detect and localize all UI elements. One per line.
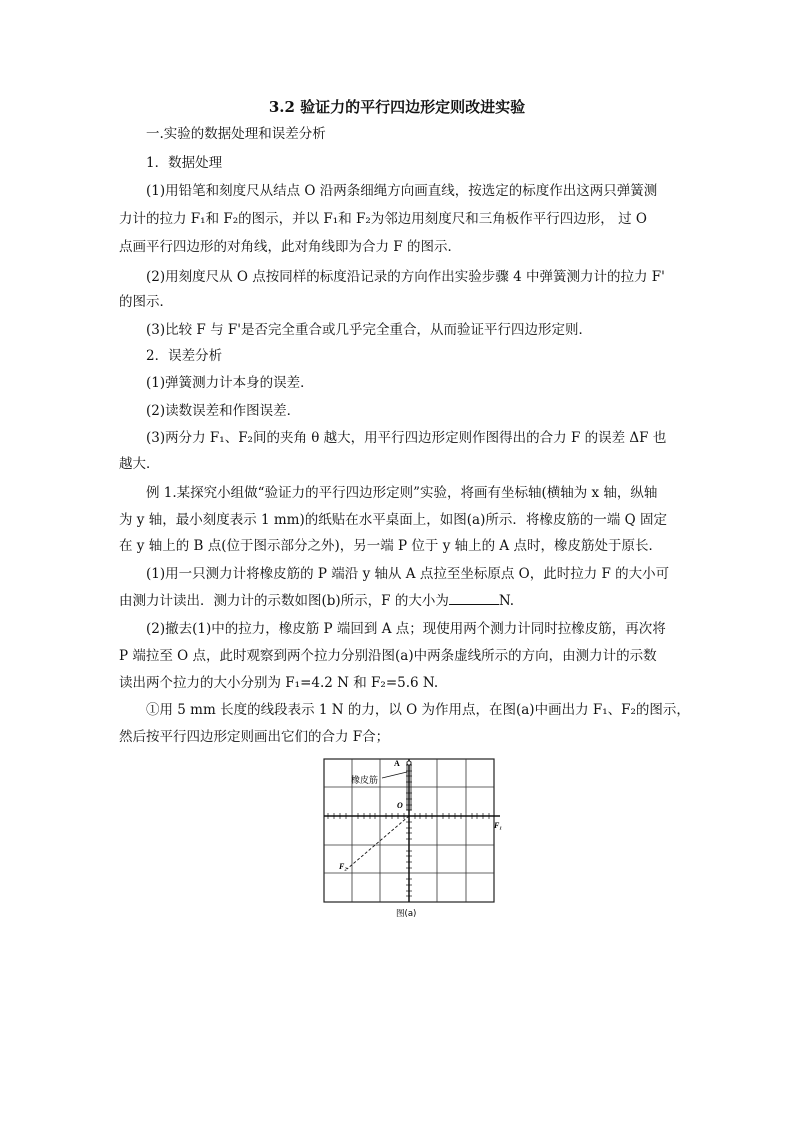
paragraph-line: (1)弹簧测力计本身的误差． — [146, 375, 314, 391]
paragraph-line: (1)用铅笔和刻度尺从结点 O 沿两条细绳方向画直线，按选定的标度作出这两只弹簧测 — [146, 183, 658, 199]
paragraph-line: 的图示． — [119, 294, 173, 310]
figure-caption: 图(a) — [396, 909, 417, 919]
paragraph-line: (1)用一只测力计将橡皮筋的 P 端沿 y 轴从 A 点拉至坐标原点 O，此时拉力 F 的大小可 — [146, 566, 670, 582]
f2-dashed-line — [347, 816, 409, 869]
label-f2: F₂ — [339, 862, 348, 871]
paragraph-line: (3)两分力 F₁、F₂间的夹角 θ 越大，用平行四边形定则作图得出的合力 F 的误差 ΔF 也 — [146, 430, 667, 446]
paragraph-line: 然后按平行四边形定则画出它们的合力 F合； — [119, 729, 390, 745]
paragraph-line: P 端拉至 O 点，此时观察到两个拉力分别沿图(a)中两条虚线所示的方向，由测力计的示数 — [119, 648, 657, 664]
subsection-heading: 1．数据处理 — [146, 155, 223, 171]
paragraph-line: (2)读数误差和作图误差． — [146, 403, 301, 419]
label-f1: F₁ — [494, 821, 503, 830]
subsection-heading: 2．误差分析 — [146, 348, 223, 364]
paragraph-line: 为 y 轴，最小刻度表示 1 mm)的纸贴在水平桌面上，如图(a)所示．将橡皮筋的一端 Q 固定 — [119, 512, 667, 528]
label-rubber-band: 橡皮筋 — [351, 776, 379, 786]
paragraph-line: ①用 5 mm 长度的线段表示 1 N 的力，以 O 为作用点，在图(a)中画出力 F₁、F₂的图示， — [146, 702, 690, 718]
paragraph-line: 读出两个拉力的大小分别为 F₁=4.2 N 和 F₂=5.6 N. — [119, 675, 439, 691]
section-heading: 一.实验的数据处理和误差分析 — [146, 126, 326, 142]
unit-text: N. — [498, 593, 515, 609]
point-a — [407, 761, 411, 765]
label-a: A — [394, 759, 400, 768]
paragraph-line: (2)用刻度尺从 O 点按同样的标度沿记录的方向作出实验步骤 4 中弹簧测力计的拉力 F' — [146, 269, 665, 285]
question-text: 由测力计读出．测力计的示数如图(b)所示，F 的大小为 — [119, 593, 449, 609]
document-title: 3.2 验证力的平行四边形定则改进实验 — [268, 98, 526, 116]
rubber-band-leader — [382, 772, 407, 778]
paragraph-line: 力计的拉力 F₁和 F₂的图示，并以 F₁和 F₂为邻边用刻度尺和三角板作平行四边形， 过 O — [119, 211, 647, 227]
paragraph-line: 越大． — [119, 456, 160, 472]
paragraph-line: 在 y 轴上的 B 点(位于图示部分之外)，另一端 P 位于 y 轴上的 A 点时，橡皮筋处于原长． — [119, 538, 662, 554]
paragraph-line — [119, 590, 514, 611]
paragraph-line: (3)比较 F 与 F'是否完全重合或几乎完全重合，从而验证平行四边形定则． — [146, 322, 592, 338]
paragraph-line: (2)撤去(1)中的拉力，橡皮筋 P 端回到 A 点；现使用两个测力计同时拉橡皮筋，再次将 — [146, 621, 666, 637]
paragraph-line: 例 1.某探究小组做“验证力的平行四边形定则”实验，将画有坐标轴(横轴为 x 轴，纵轴 — [146, 485, 658, 501]
answer-blank[interactable] — [449, 590, 499, 605]
label-o: O — [397, 801, 403, 810]
paragraph-line: 点画平行四边形的对角线，此对角线即为合力 F 的图示． — [119, 239, 461, 255]
figure-a — [318, 756, 518, 926]
